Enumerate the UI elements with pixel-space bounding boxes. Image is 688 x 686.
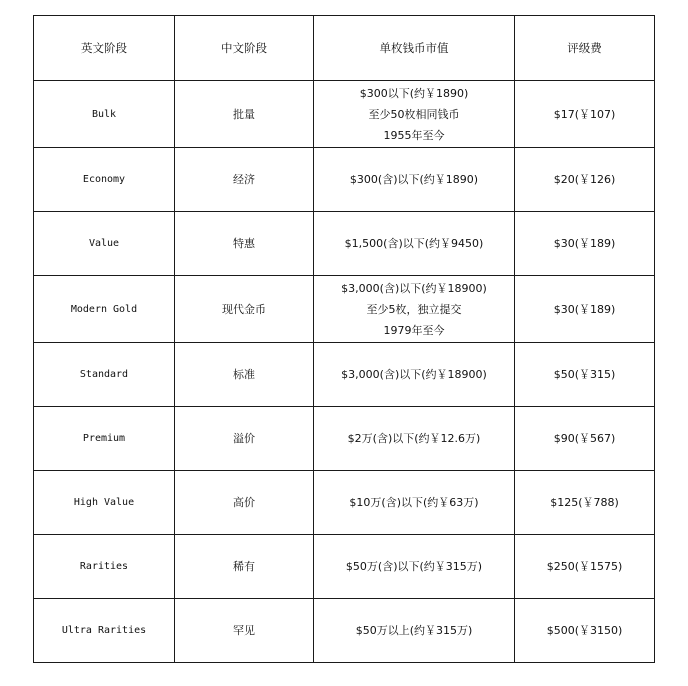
header-grading-fee: 评级费 [515, 16, 655, 81]
coin-value-cell [314, 276, 515, 343]
en-stage-cell: Economy [34, 148, 175, 212]
table-row [34, 535, 655, 599]
cn-stage-cell: 溢价 [175, 407, 314, 471]
grading-fee-cell: $50(￥315) [515, 343, 655, 407]
grading-fee-cell: $125(￥788) [515, 471, 655, 535]
coin-value-cell [314, 471, 515, 535]
en-stage-cell: Value [34, 212, 175, 276]
coin-value-line: $50万以上(约￥315万) [355, 624, 473, 637]
coin-value-cell [314, 599, 515, 663]
en-stage-cell: Premium [34, 407, 175, 471]
grading-fee-cell: $30(￥189) [515, 212, 655, 276]
table-body [34, 16, 655, 663]
header-coin-value: 单枚钱币市值 [314, 16, 515, 81]
grading-fee-table [33, 15, 655, 663]
cn-stage-cell: 稀有 [175, 535, 314, 599]
cn-stage-cell: 标准 [175, 343, 314, 407]
table-row [34, 471, 655, 535]
coin-value-line: 至少5枚，独立提交 [366, 302, 462, 316]
coin-value-line: $3,000(含)以下(约￥18900) [341, 281, 487, 295]
header-cn-stage: 中文阶段 [175, 16, 314, 81]
table-row [34, 212, 655, 276]
grading-fee-cell: $30(￥189) [515, 276, 655, 343]
en-stage-cell: Ultra Rarities [34, 599, 175, 663]
coin-value-line: $10万(含)以下(约￥63万) [349, 496, 479, 509]
coin-value-line: 至少50枚相同钱币 [368, 107, 460, 121]
cn-stage-cell: 经济 [175, 148, 314, 212]
header-row [34, 16, 655, 81]
coin-value-cell [314, 343, 515, 407]
cn-stage-cell: 罕见 [175, 599, 314, 663]
en-stage-cell: Modern Gold [34, 276, 175, 343]
coin-value-line: $300(含)以下(约￥1890) [349, 173, 479, 186]
coin-value-line: $3,000(含)以下(约￥18900) [341, 368, 487, 381]
coin-value-cell [314, 148, 515, 212]
coin-value-line: 1979年至今 [383, 323, 445, 337]
coin-value-line: $50万(含)以下(约￥315万) [345, 560, 483, 573]
en-stage-cell: Bulk [34, 81, 175, 148]
table-row [34, 81, 655, 148]
table-row [34, 276, 655, 343]
grading-fee-cell: $17(￥107) [515, 81, 655, 148]
cn-stage-cell: 特惠 [175, 212, 314, 276]
coin-value-line: $1,500(含)以下(约￥9450) [344, 237, 484, 250]
table-row [34, 407, 655, 471]
grading-fee-cell: $90(￥567) [515, 407, 655, 471]
cn-stage-cell: 高价 [175, 471, 314, 535]
table-row [34, 343, 655, 407]
en-stage-cell: Standard [34, 343, 175, 407]
cn-stage-cell: 现代金币 [175, 276, 314, 343]
en-stage-cell: Rarities [34, 535, 175, 599]
cn-stage-cell: 批量 [175, 81, 314, 148]
grading-fee-cell: $20(￥126) [515, 148, 655, 212]
coin-value-line: $2万(含)以下(约￥12.6万) [347, 432, 481, 445]
grading-fee-cell: $250(￥1575) [515, 535, 655, 599]
coin-value-line: $300以下(约￥1890) [359, 86, 469, 100]
table-row [34, 599, 655, 663]
coin-value-cell [314, 212, 515, 276]
grading-fee-cell: $500(￥3150) [515, 599, 655, 663]
coin-value-cell [314, 407, 515, 471]
coin-value-cell [314, 81, 515, 148]
coin-value-line: 1955年至今 [383, 128, 445, 142]
en-stage-cell: High Value [34, 471, 175, 535]
coin-value-cell [314, 535, 515, 599]
header-en-stage: 英文阶段 [34, 16, 175, 81]
table-row [34, 148, 655, 212]
